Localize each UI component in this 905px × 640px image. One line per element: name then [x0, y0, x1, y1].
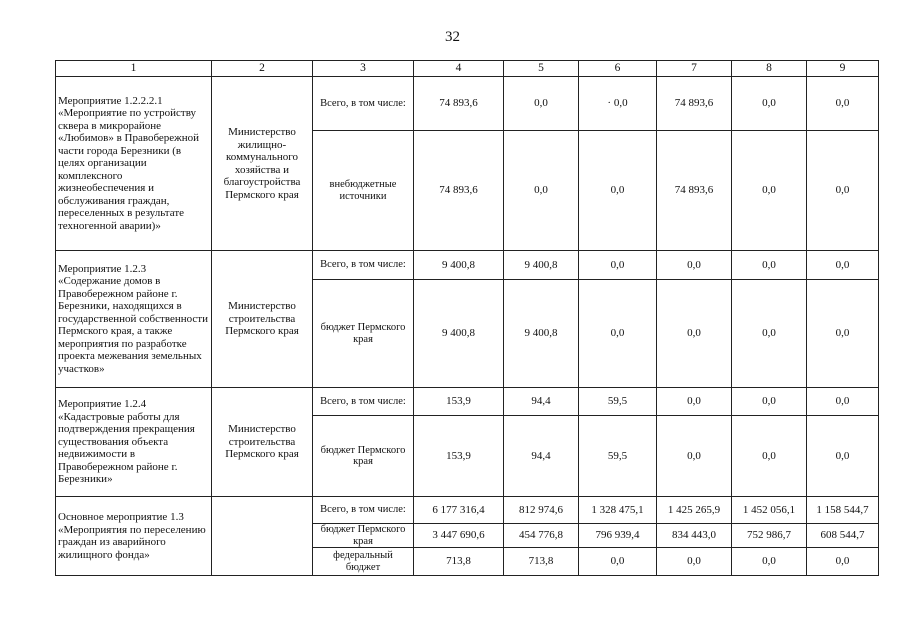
value-cell: 0,0 — [807, 416, 879, 497]
value-cell: 0,0 — [807, 77, 879, 131]
value-cell: 0,0 — [579, 548, 657, 576]
funding-source-cell: внебюджетные источники — [313, 131, 414, 251]
column-header-9: 9 — [807, 61, 879, 77]
event-name-cell: Мероприятие 1.2.3 «Содержание домов в Правобережном районе г. Березники, находящихся в государственной собственности Пермского края, а также мероприятия по разработке проекта межевания земельных участков» — [56, 251, 212, 388]
value-cell: 0,0 — [807, 131, 879, 251]
value-cell: 153,9 — [414, 416, 504, 497]
responsible-org-cell — [212, 497, 313, 576]
value-cell: 812 974,6 — [504, 497, 579, 524]
value-cell: 1 158 544,7 — [807, 497, 879, 524]
table-row — [56, 77, 879, 131]
value-cell: 0,0 — [732, 388, 807, 416]
value-cell: 74 893,6 — [414, 77, 504, 131]
value-cell: 752 986,7 — [732, 524, 807, 548]
value-cell: 0,0 — [504, 131, 579, 251]
value-cell: 0,0 — [732, 416, 807, 497]
value-cell: 0,0 — [732, 77, 807, 131]
value-cell: 0,0 — [732, 280, 807, 388]
table-row — [56, 388, 879, 416]
budget-table — [55, 60, 879, 576]
value-cell: 1 328 475,1 — [579, 497, 657, 524]
responsible-org-cell: Министерство жилищно-коммунального хозяйства и благоустройства Пермского края — [212, 77, 313, 251]
value-cell: 9 400,8 — [414, 280, 504, 388]
column-header-4: 4 — [414, 61, 504, 77]
value-cell: 713,8 — [414, 548, 504, 576]
value-cell: 9 400,8 — [504, 280, 579, 388]
value-cell: 74 893,6 — [414, 131, 504, 251]
value-cell: 59,5 — [579, 416, 657, 497]
responsible-org-cell: Министерство строительства Пермского края — [212, 251, 313, 388]
column-header-7: 7 — [657, 61, 732, 77]
value-cell: 608 544,7 — [807, 524, 879, 548]
value-cell: 0,0 — [657, 280, 732, 388]
value-cell: 0,0 — [732, 251, 807, 280]
funding-source-cell: бюджет Пермского края — [313, 416, 414, 497]
value-cell: 0,0 — [807, 280, 879, 388]
value-cell: 9 400,8 — [504, 251, 579, 280]
value-cell: 9 400,8 — [414, 251, 504, 280]
column-header-1: 1 — [56, 61, 212, 77]
value-cell: 3 447 690,6 — [414, 524, 504, 548]
page-number: 32 — [445, 29, 460, 45]
funding-source-cell: бюджет Пермского края — [313, 524, 414, 548]
value-cell: 0,0 — [732, 131, 807, 251]
event-name-cell: Основное мероприятие 1.3 «Мероприятия по переселению граждан из аварийного жилищного фонда» — [56, 497, 212, 576]
value-cell: 94,4 — [504, 416, 579, 497]
value-cell: 796 939,4 — [579, 524, 657, 548]
responsible-org-cell: Министерство строительства Пермского края — [212, 388, 313, 497]
value-cell: 94,4 — [504, 388, 579, 416]
table-row — [56, 251, 879, 280]
funding-source-cell: федеральный бюджет — [313, 548, 414, 576]
value-cell: 0,0 — [807, 548, 879, 576]
column-header-3: 3 — [313, 61, 414, 77]
value-cell: 0,0 — [504, 77, 579, 131]
funding-source-cell: Всего, в том числе: — [313, 388, 414, 416]
value-cell: 0,0 — [807, 388, 879, 416]
value-cell: 0,0 — [657, 388, 732, 416]
value-cell: 834 443,0 — [657, 524, 732, 548]
header-row — [56, 61, 879, 77]
value-cell: · 0,0 — [579, 77, 657, 131]
value-cell: 0,0 — [657, 548, 732, 576]
column-header-2: 2 — [212, 61, 313, 77]
value-cell: 74 893,6 — [657, 131, 732, 251]
event-name-cell: Мероприятие 1.2.4 «Кадастровые работы для подтверждения прекращения существования объекта недвижимости в Правобережном районе г. Березники» — [56, 388, 212, 497]
funding-source-cell: Всего, в том числе: — [313, 251, 414, 280]
value-cell: 153,9 — [414, 388, 504, 416]
value-cell: 0,0 — [579, 131, 657, 251]
value-cell: 59,5 — [579, 388, 657, 416]
value-cell: 0,0 — [579, 251, 657, 280]
funding-source-cell: Всего, в том числе: — [313, 77, 414, 131]
column-header-8: 8 — [732, 61, 807, 77]
value-cell: 0,0 — [579, 280, 657, 388]
value-cell: 0,0 — [657, 416, 732, 497]
value-cell: 0,0 — [657, 251, 732, 280]
funding-source-cell: бюджет Пермского края — [313, 280, 414, 388]
value-cell: 74 893,6 — [657, 77, 732, 131]
table-row — [56, 497, 879, 524]
value-cell: 1 452 056,1 — [732, 497, 807, 524]
value-cell: 713,8 — [504, 548, 579, 576]
value-cell: 0,0 — [807, 251, 879, 280]
column-header-6: 6 — [579, 61, 657, 77]
event-name-cell: Мероприятие 1.2.2.2.1 «Мероприятие по устройству сквера в микрорайоне «Любимов» в Правобережной части города Березники (в целях организации комплексного жизнеобеспечения и обслуживания граждан, переселенных в результате техногенной аварии)» — [56, 77, 212, 251]
value-cell: 1 425 265,9 — [657, 497, 732, 524]
value-cell: 454 776,8 — [504, 524, 579, 548]
funding-source-cell: Всего, в том числе: — [313, 497, 414, 524]
value-cell: 6 177 316,4 — [414, 497, 504, 524]
value-cell: 0,0 — [732, 548, 807, 576]
column-header-5: 5 — [504, 61, 579, 77]
